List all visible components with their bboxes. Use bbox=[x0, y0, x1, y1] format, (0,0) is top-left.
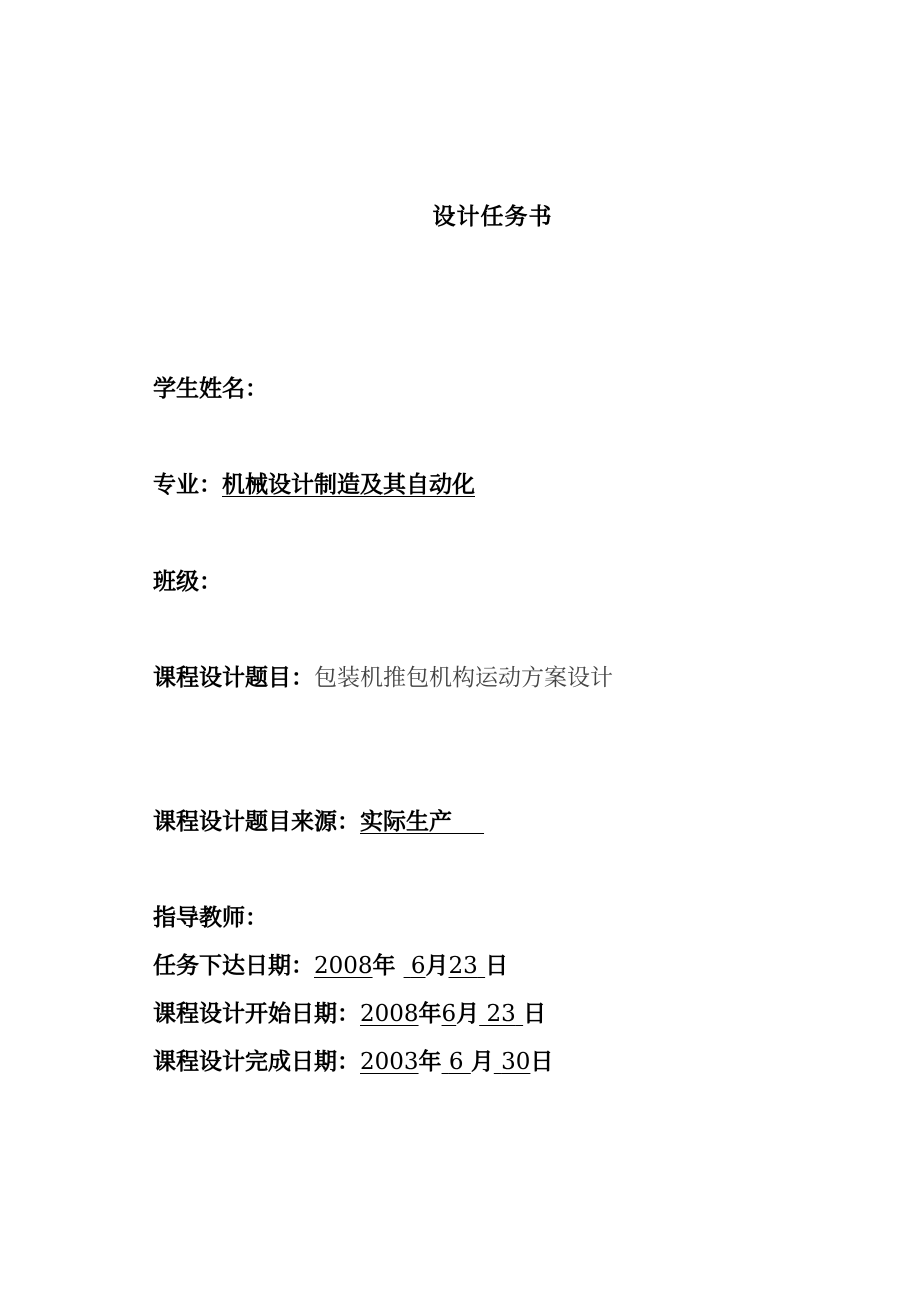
start-date-label: 课程设计开始日期： bbox=[153, 1000, 360, 1027]
assign-date-year: 2008 bbox=[314, 953, 373, 979]
document-title: 设计任务书 bbox=[432, 203, 553, 230]
finish-date-day-underline bbox=[494, 1049, 531, 1075]
finish-date-year: 2003 bbox=[360, 1049, 419, 1075]
major-value: 机械设计制造及其自动化 bbox=[222, 471, 475, 498]
finish-date-day-unit: 日 bbox=[530, 1048, 554, 1075]
student-name-row bbox=[153, 374, 268, 404]
source-value: 实际生产 bbox=[360, 808, 452, 835]
source-value-underline bbox=[360, 808, 484, 835]
assign-date-month: 6 bbox=[410, 953, 426, 979]
finish-date-label: 课程设计完成日期： bbox=[153, 1048, 360, 1075]
student-name-label: 学生姓名： bbox=[153, 375, 268, 402]
finish-date-day: 30 bbox=[501, 1049, 531, 1075]
source-label: 课程设计题目来源： bbox=[153, 808, 360, 835]
assign-date-day-underline bbox=[449, 953, 486, 979]
topic-label: 课程设计题目： bbox=[153, 664, 314, 691]
start-date-row bbox=[153, 999, 546, 1029]
finish-date-year-unit: 年 bbox=[418, 1048, 442, 1075]
assign-date-day: 23 bbox=[448, 953, 478, 979]
topic-value: 包装机推包机构运动方案设计 bbox=[314, 665, 613, 691]
finish-date-month-underline bbox=[442, 1049, 471, 1075]
start-date-day-underline bbox=[479, 1001, 523, 1027]
assign-date-month-underline bbox=[404, 953, 426, 979]
major-label: 专业： bbox=[153, 471, 222, 498]
start-date-year-unit: 年 bbox=[418, 1000, 442, 1027]
assign-date-year-unit: 年 bbox=[372, 952, 396, 979]
source-row bbox=[153, 807, 484, 837]
start-date-day-unit: 日 bbox=[523, 1000, 547, 1027]
major-row bbox=[153, 470, 475, 500]
topic-row bbox=[153, 663, 613, 693]
finish-date-row bbox=[153, 1047, 553, 1077]
class-row bbox=[153, 567, 222, 597]
assign-date-day-unit: 日 bbox=[485, 952, 509, 979]
advisor-row bbox=[153, 903, 268, 933]
assign-date-label: 任务下达日期： bbox=[153, 952, 314, 979]
finish-date-month-unit: 月 bbox=[470, 1048, 494, 1075]
start-date-day: 23 bbox=[486, 1001, 516, 1027]
start-date-year: 2008 bbox=[360, 1001, 419, 1027]
start-date-month: 6 bbox=[441, 1001, 457, 1027]
finish-date-month: 6 bbox=[448, 1049, 464, 1075]
start-date-month-unit: 月 bbox=[456, 1000, 480, 1027]
assign-date-row bbox=[153, 951, 508, 981]
class-label: 班级： bbox=[153, 568, 222, 595]
assign-date-month-unit: 月 bbox=[425, 952, 449, 979]
advisor-label: 指导教师： bbox=[153, 904, 268, 931]
